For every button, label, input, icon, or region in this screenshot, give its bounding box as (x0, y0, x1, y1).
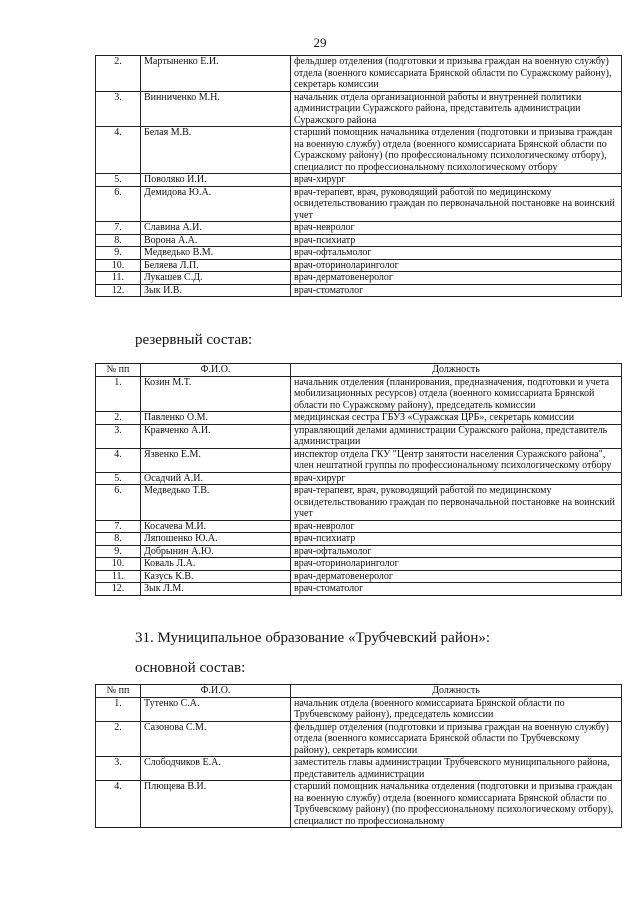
cell-role: начальник отдела (военного комиссариата Брянской области по Трубчевскому району), председатель комиссии (291, 697, 622, 721)
cell-number: 2. (96, 56, 141, 92)
cell-name: Беляева Л.П. (141, 259, 291, 272)
table-row (96, 174, 622, 187)
table-row (96, 472, 622, 485)
table-row (96, 186, 622, 222)
header-role: Должность (291, 364, 622, 377)
cell-name: Плющева В.И. (141, 781, 291, 828)
table-header-row (96, 685, 622, 698)
cell-number: 8. (96, 234, 141, 247)
table-row (96, 697, 622, 721)
cell-name: Ворона А.А. (141, 234, 291, 247)
cell-number: 7. (96, 520, 141, 533)
table-row (96, 520, 622, 533)
table-row (96, 259, 622, 272)
cell-role: врач-хирург (291, 472, 622, 485)
header-number: № пп (96, 364, 141, 377)
table-row (96, 721, 622, 757)
cell-number: 6. (96, 186, 141, 222)
cell-name: Мартыненко Е.И. (141, 56, 291, 92)
cell-role: врач-стоматолог (291, 284, 622, 297)
cell-number: 11. (96, 272, 141, 285)
cell-name: Лукашев С.Д. (141, 272, 291, 285)
cell-number: 3. (96, 91, 141, 127)
header-role: Должность (291, 685, 622, 698)
cell-role: медицинская сестра ГБУЗ «Суражская ЦРБ», секретарь комиссии (291, 412, 622, 425)
cell-name: Зык И.В. (141, 284, 291, 297)
cell-role: врач-дерматовенеролог (291, 570, 622, 583)
table-row (96, 234, 622, 247)
table-header-row (96, 364, 622, 377)
table-row (96, 583, 622, 596)
table-row (96, 247, 622, 260)
cell-role: врач-офтальмолог (291, 247, 622, 260)
cell-number: 1. (96, 697, 141, 721)
cell-name: Медведько Т.В. (141, 485, 291, 521)
cell-role: заместитель главы администрации Трубчевского муниципального района, представитель администрации (291, 757, 622, 781)
table-main-composition-suraj (95, 55, 622, 297)
cell-role: врач-терапевт, врач, руководящий работой по медицинскому освидетельствованию граждан по первоначальной постановке на воинский учет (291, 485, 622, 521)
table-row (96, 91, 622, 127)
cell-name: Славина А.И. (141, 222, 291, 235)
cell-role: врач-психиатр (291, 234, 622, 247)
cell-name: Демидова Ю.А. (141, 186, 291, 222)
cell-role: начальник отдела организационной работы и внутренней политики администрации Суражского района, представитель администрации Суражского района (291, 91, 622, 127)
table-row (96, 533, 622, 546)
table-row (96, 376, 622, 412)
cell-number: 5. (96, 472, 141, 485)
cell-role: фельдшер отделения (подготовки и призыва граждан на военную службу) отдела (военного комиссариата Брянской области по Трубчевскому району), секретарь комиссии (291, 721, 622, 757)
cell-name: Зык Л.М. (141, 583, 291, 596)
cell-number: 4. (96, 448, 141, 472)
cell-number: 3. (96, 424, 141, 448)
cell-name: Сазонова С.М. (141, 721, 291, 757)
cell-name: Язвенко Е.М. (141, 448, 291, 472)
cell-number: 1. (96, 376, 141, 412)
reserve-heading: резервный состав: (135, 332, 253, 348)
cell-role: старший помощник начальника отделения (подготовки и призыва граждан на военную службу) отдела (военного комиссариата Брянской области по Трубчевскому району) (по профессиональному психологическому отбору), специалист по профессиональному (291, 781, 622, 828)
table-row (96, 284, 622, 297)
table-reserve-composition (95, 363, 622, 596)
cell-number: 6. (96, 485, 141, 521)
cell-role: инспектор отдела ГКУ "Центр занятости населения Суражского района", член нештатной группы по профессиональному психологическому отбору (291, 448, 622, 472)
cell-name: Кравченко А.И. (141, 424, 291, 448)
table-row (96, 424, 622, 448)
cell-role: врач-психиатр (291, 533, 622, 546)
cell-role: врач-хирург (291, 174, 622, 187)
header-number: № пп (96, 685, 141, 698)
cell-name: Коваль Л.А. (141, 558, 291, 571)
cell-role: врач-оториноларинголог (291, 259, 622, 272)
main-composition-heading: основной состав: (135, 660, 246, 676)
table-row (96, 222, 622, 235)
table-row (96, 127, 622, 174)
cell-name: Белая М.В. (141, 127, 291, 174)
header-name: Ф.И.О. (141, 364, 291, 377)
table-row (96, 545, 622, 558)
cell-number: 5. (96, 174, 141, 187)
cell-role: врач-оториноларинголог (291, 558, 622, 571)
cell-name: Слободчиков Е.А. (141, 757, 291, 781)
table-row (96, 56, 622, 92)
cell-role: врач-невролог (291, 520, 622, 533)
cell-number: 8. (96, 533, 141, 546)
cell-name: Косачева М.И. (141, 520, 291, 533)
cell-name: Винниченко М.Н. (141, 91, 291, 127)
cell-number: 12. (96, 583, 141, 596)
cell-role: врач-терапевт, врач, руководящий работой по медицинскому освидетельствованию граждан по первоначальной постановке на воинский учет (291, 186, 622, 222)
cell-number: 10. (96, 259, 141, 272)
cell-number: 4. (96, 781, 141, 828)
cell-number: 11. (96, 570, 141, 583)
cell-number: 4. (96, 127, 141, 174)
table-row (96, 757, 622, 781)
cell-name: Медведько В.М. (141, 247, 291, 260)
cell-role: врач-офтальмолог (291, 545, 622, 558)
cell-name: Ляпошенко Ю.А. (141, 533, 291, 546)
cell-name: Тутенко С.А. (141, 697, 291, 721)
table-row (96, 570, 622, 583)
cell-number: 12. (96, 284, 141, 297)
cell-name: Павленко О.М. (141, 412, 291, 425)
cell-number: 9. (96, 247, 141, 260)
cell-role: старший помощник начальника отделения (подготовки и призыва граждан на военную службу) отдела (военного комиссариата Брянской области по Суражскому району) (по профессиональному психологическому отбору), специалист по профессиональному психологическому отбору (291, 127, 622, 174)
cell-name: Добрынин А.Ю. (141, 545, 291, 558)
table-row (96, 485, 622, 521)
municipality-heading: 31. Муниципальное образование «Трубчевский район»: (135, 630, 491, 646)
cell-role: врач-невролог (291, 222, 622, 235)
cell-name: Осадчий А.И. (141, 472, 291, 485)
table-row (96, 448, 622, 472)
cell-number: 7. (96, 222, 141, 235)
table-row (96, 412, 622, 425)
cell-name: Поволяко И.И. (141, 174, 291, 187)
cell-name: Казусь К.В. (141, 570, 291, 583)
table-main-composition-trubchevsk (95, 684, 622, 828)
cell-number: 2. (96, 412, 141, 425)
table-row (96, 558, 622, 571)
cell-role: фельдшер отделения (подготовки и призыва граждан на военную службу) отдела (военного комиссариата Брянской области по Суражскому району), секретарь комиссии (291, 56, 622, 92)
cell-role: начальник отделения (планирования, предназначения, подготовки и учета мобилизационных ресурсов) отдела (военного комиссариата Брянской области по Суражскому району), председатель комиссии (291, 376, 622, 412)
cell-number: 2. (96, 721, 141, 757)
cell-role: управляющий делами администрации Суражского района, представитель администрации (291, 424, 622, 448)
table-row (96, 781, 622, 828)
cell-role: врач-дерматовенеролог (291, 272, 622, 285)
page-number: 29 (313, 35, 327, 50)
cell-name: Козин М.Т. (141, 376, 291, 412)
cell-role: врач-стоматолог (291, 583, 622, 596)
cell-number: 10. (96, 558, 141, 571)
cell-number: 9. (96, 545, 141, 558)
cell-number: 3. (96, 757, 141, 781)
table-row (96, 272, 622, 285)
header-name: Ф.И.О. (141, 685, 291, 698)
